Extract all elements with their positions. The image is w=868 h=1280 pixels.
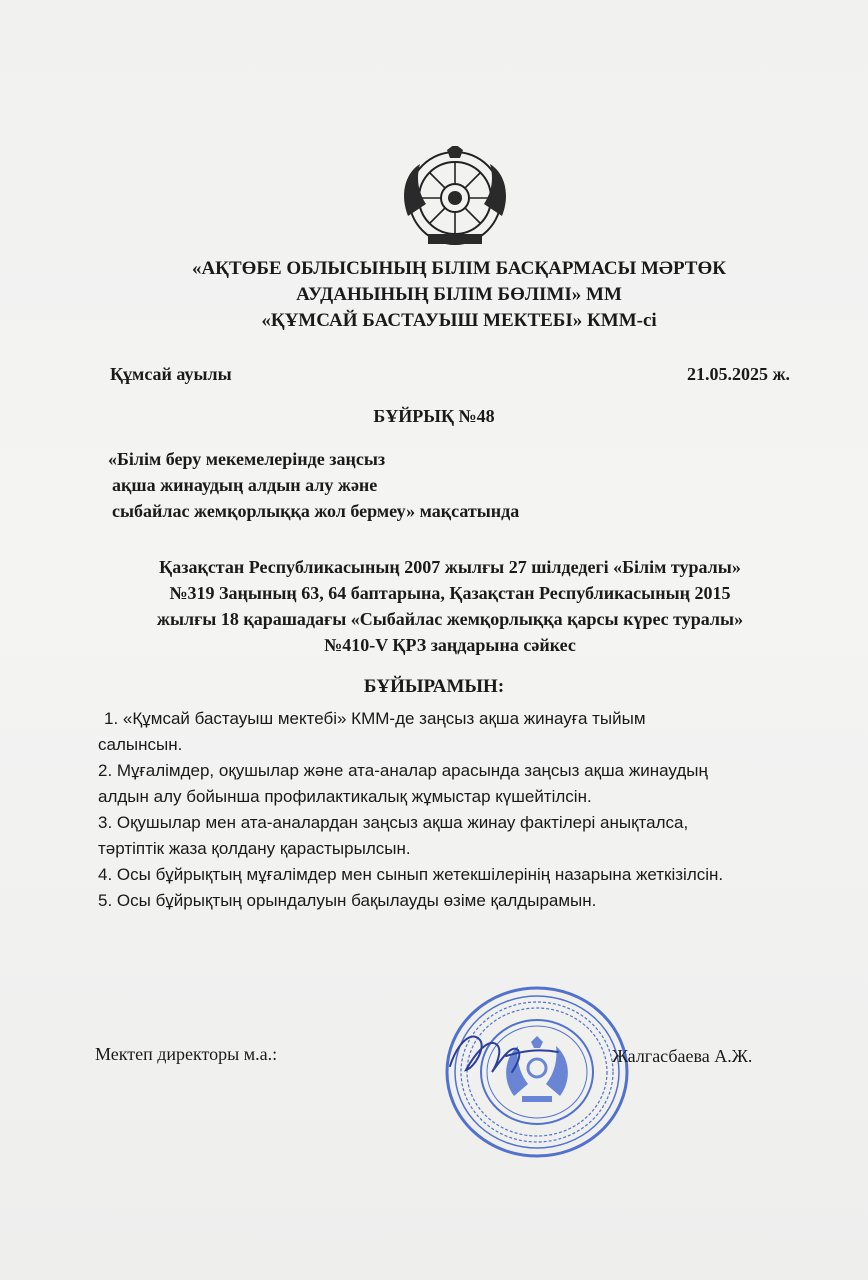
state-emblem-icon [394,146,516,248]
basis-line-1: Қазақстан Республикасының 2007 жылғы 27 шілдедегі «Білім туралы» [159,557,741,577]
item-3-line-1: 3. Оқушылар мен ата-аналардан заңсыз ақша жинау фактілері анықталса, [98,813,689,832]
handwritten-signature-icon [446,1022,566,1082]
basis-line-4: №410-V ҚРЗ заңдарына сәйкес [324,635,576,655]
signatory-name: Жалгасбаева А.Ж. [612,1046,753,1066]
header-line-3: «ҚҰМСАЙ БАСТАУЫШ МЕКТЕБІ» КММ-сі [261,310,657,331]
header-line-2: АУДАНЫНЫҢ БІЛІМ БӨЛІМІ» ММ [296,284,622,305]
subject-line-3: сыбайлас жемқорлыққа жол бермеу» мақсатында [112,501,520,521]
decree-heading: БҰЙЫРАМЫН: [363,676,505,697]
order-title: БҰЙРЫҚ №48 [373,406,495,426]
subject-line-1: «Білім беру мекемелерінде заңсыз [108,449,386,469]
item-1-line-1: 1. «Құмсай бастауыш мектебі» КММ-де заңсыз ақша жинауға тыйым [104,709,646,728]
item-2-line-2: алдын алу бойынша профилактикалық жұмыстар күшейтілсін. [98,787,592,806]
header-line-1: «АҚТӨБЕ ОБЛЫСЫНЫҢ БІЛІМ БАСҚАРМАСЫ МӘРТӨК [191,258,727,279]
item-1-line-2: салынсын. [98,735,183,754]
item-5: 5. Осы бұйрықтың орындалуын бақылауды өзіме қалдырамын. [98,891,597,910]
item-2-line-1: 2. Мұғалімдер, оқушылар және ата-аналар арасында заңсыз ақша жинаудың [98,761,708,780]
legal-basis [60,554,840,658]
organization-header [100,256,818,334]
item-3-line-2: тәртіптік жаза қолдану қарастырылсын. [98,839,411,858]
decree-items [98,706,838,914]
basis-line-3: жылғы 18 қарашадағы «Сыбайлас жемқорлыққа қарсы күрес туралы» [156,609,744,629]
place-name: Құмсай ауылы [110,364,232,384]
order-subject [108,446,519,524]
signature-label: Мектеп директоры м.а.: [95,1044,278,1064]
subject-line-2: ақша жинаудың алдын алу және [112,475,378,495]
basis-line-2: №319 Заңының 63, 64 баптарына, Қазақстан Республикасының 2015 [169,583,731,603]
document-date: 21.05.2025 ж. [686,364,790,384]
item-4: 4. Осы бұйрықтың мұғалімдер мен сынып жетекшілерінің назарына жеткізілсін. [98,865,724,884]
